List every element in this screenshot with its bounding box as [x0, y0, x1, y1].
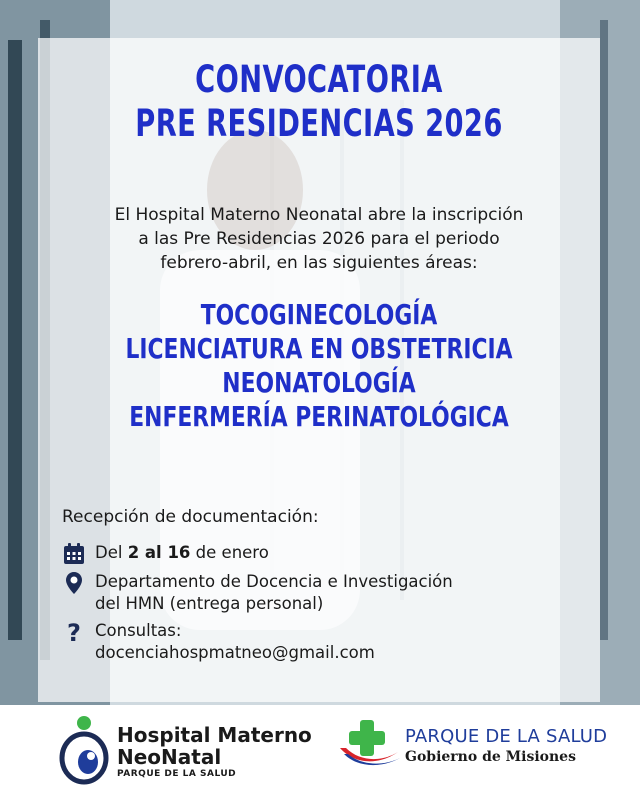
hospital-name-line-1: Hospital Materno — [117, 723, 312, 747]
question-icon — [62, 620, 86, 644]
title-line-2: PRE RESIDENCIAS 2026 — [135, 102, 503, 145]
contact-label: Consultas: — [95, 621, 182, 640]
area-item: ENFERMERÍA PERINATOLÓGICA — [129, 400, 509, 433]
hospital-logo-icon — [58, 714, 116, 786]
place-text — [95, 571, 453, 615]
place-row — [62, 571, 453, 615]
parque-salud-logo-icon — [338, 718, 402, 770]
intro-line-2: a las Pre Residencias 2026 para el periodo — [138, 229, 500, 249]
contact-row — [62, 620, 375, 664]
hospital-name-line-2: NeoNatal — [117, 745, 222, 769]
svg-text:?: ? — [67, 620, 81, 644]
partner-name: PARQUE DE LA SALUD — [405, 726, 608, 747]
contact-text — [95, 620, 375, 664]
area-item: NEONATOLOGÍA — [222, 366, 416, 399]
date-range: 2 al 16 — [127, 543, 191, 562]
intro-line-3: febrero-abril, en las siguientes áreas: — [160, 253, 478, 273]
areas-list — [100, 298, 538, 434]
date-prefix: Del — [95, 543, 128, 562]
partner-subtitle: Gobierno de Misiones — [405, 749, 576, 765]
hospital-name — [117, 724, 312, 768]
reception-label: Recepción de documentación: — [62, 507, 319, 527]
intro-line-1: El Hospital Materno Neonatal abre la inscripción — [114, 205, 524, 225]
place-line-2: del HMN (entrega personal) — [95, 594, 324, 613]
contact-email: docenciahospmatneo@gmail.com — [95, 643, 375, 662]
date-row — [62, 542, 269, 566]
intro-text — [38, 203, 600, 275]
place-line-1: Departamento de Docencia e Investigación — [95, 572, 453, 591]
location-pin-icon — [62, 571, 86, 595]
calendar-icon — [62, 542, 86, 566]
title-line-1: CONVOCATORIA — [195, 58, 443, 101]
area-item: TOCOGINECOLOGÍA — [200, 298, 438, 331]
date-text — [95, 542, 269, 564]
date-suffix: de enero — [190, 543, 269, 562]
area-item: LICENCIATURA EN OBSTETRICIA — [125, 332, 513, 365]
poster-title — [89, 58, 550, 146]
hospital-subtitle: PARQUE DE LA SALUD — [117, 769, 237, 779]
